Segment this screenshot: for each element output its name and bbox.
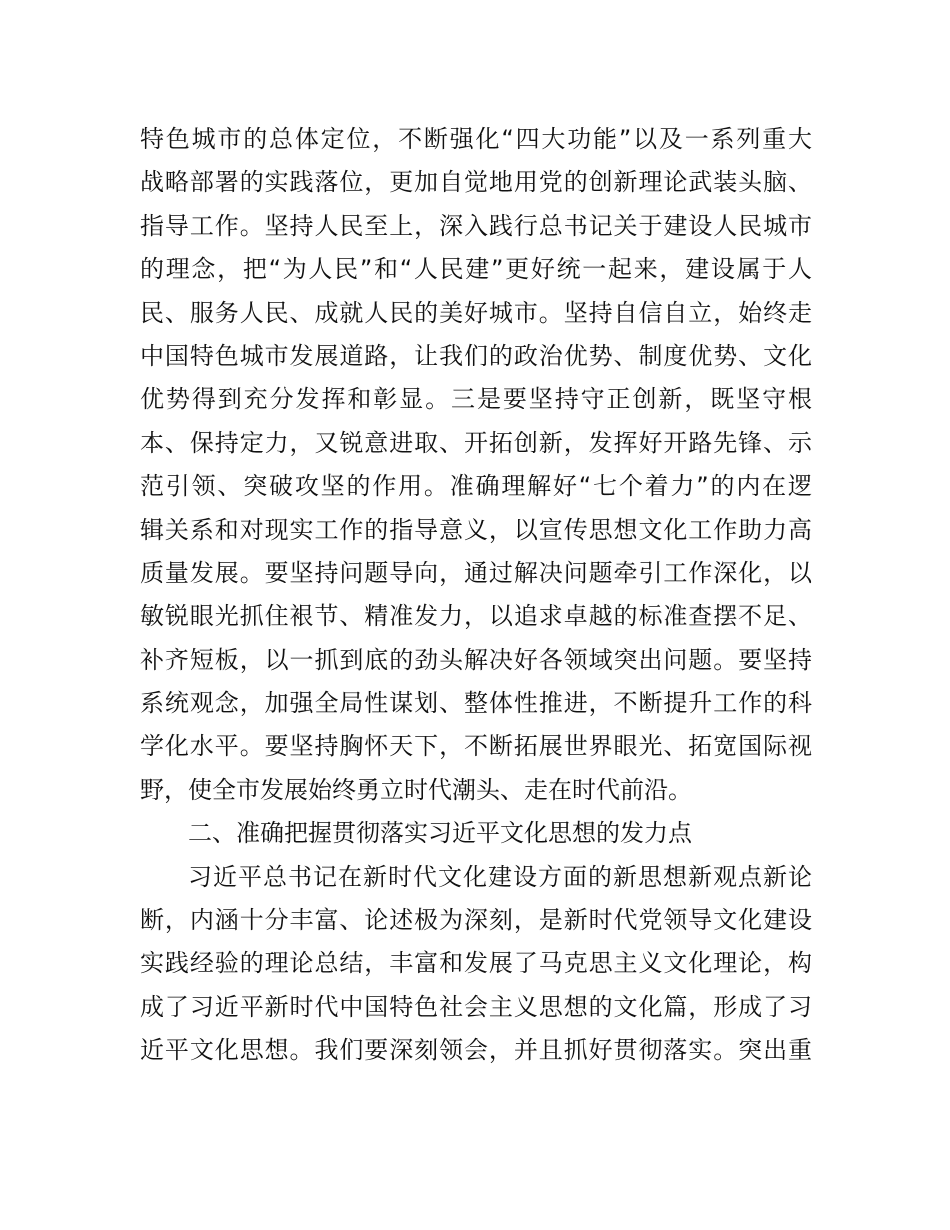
text-line: 成了习近平新时代中国特色社会主义思想的文化篇，形成了习 (140, 992, 812, 1021)
text-line: 近平文化思想。我们要深刻领会，并且抓好贯彻落实。突出重 (140, 1036, 812, 1065)
document-body (140, 118, 812, 1073)
text-line: 补齐短板，以一抓到底的劲头解决好各领域突出问题。要坚持 (140, 645, 812, 674)
text-line: 实践经验的理论总结，丰富和发展了马克思主义文化理论，构 (140, 949, 812, 978)
text-line: 质量发展。要坚持问题导向，通过解决问题牵引工作深化，以 (140, 558, 812, 587)
text-line: 习近平总书记在新时代文化建设方面的新思想新观点新论 (188, 862, 812, 891)
text-line: 范引领、突破攻坚的作用。准确理解好“七个着力”的内在逻 (140, 472, 812, 501)
text-line: 战略部署的实践落位，更加自觉地用党的创新理论武装头脑、 (140, 168, 812, 197)
text-line: 特色城市的总体定位，不断强化“四大功能”以及一系列重大 (140, 125, 812, 153)
text-line: 民、服务人民、成就人民的美好城市。坚持自信自立，始终走 (140, 298, 812, 327)
section-heading: 二、准确把握贯彻落实习近平文化思想的发力点 (188, 819, 692, 848)
paragraph-2 (140, 856, 812, 1073)
text-line: 中国特色城市发展道路，让我们的政治优势、制度优势、文化 (140, 341, 812, 370)
text-line: 优势得到充分发挥和彰显。三是要坚持守正创新，既坚守根 (140, 385, 812, 414)
text-line: 本、保持定力，又锐意进取、开拓创新，发挥好开路先锋、示 (140, 428, 812, 457)
text-line: 指导工作。坚持人民至上，深入践行总书记关于建设人民城市 (140, 211, 812, 240)
text-line: 敏锐眼光抓住裉节、精准发力，以追求卓越的标准查摆不足、 (140, 602, 812, 631)
text-line: 野，使全市发展始终勇立时代潮头、走在时代前沿。 (140, 775, 692, 804)
text-line: 学化水平。要坚持胸怀天下，不断拓展世界眼光、拓宽国际视 (140, 732, 812, 761)
text-line: 辑关系和对现实工作的指导意义，以宣传思想文化工作助力高 (140, 515, 812, 544)
text-line: 的理念，把“为人民”和“人民建”更好统一起来，建设属于人 (140, 255, 812, 284)
text-line: 断，内涵十分丰富、论述极为深刻，是新时代党领导文化建设 (140, 906, 812, 935)
text-line: 系统观念，加强全局性谋划、整体性推进，不断提升工作的科 (140, 689, 812, 718)
paragraph-1 (140, 118, 812, 812)
